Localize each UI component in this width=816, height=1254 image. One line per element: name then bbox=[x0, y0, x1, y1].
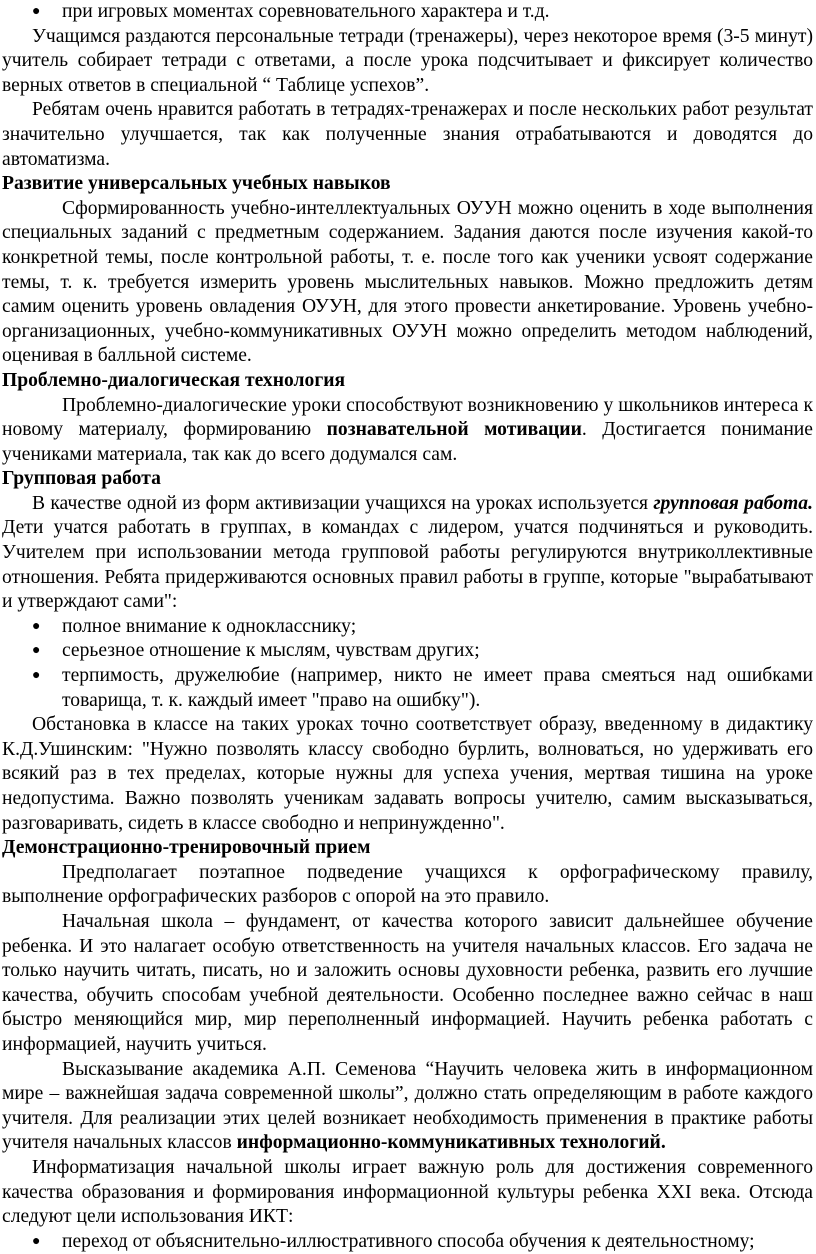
bullet-icon: ● bbox=[32, 1233, 41, 1249]
bullet-icon: ● bbox=[32, 4, 41, 19]
bold-term: информационно-коммуникативных технологий. bbox=[236, 1132, 666, 1154]
text-run: Дети учатся работать в группах, в командах с лидером, учатся подчиняться и руководить. Учителем при использовании метода групповой работы регулируются внутриколлективные отношения. Ребята придерживаются основных правил работы в группе, которые "вырабатывают и утверждают сами": bbox=[2, 517, 813, 613]
ict-goals-list bbox=[2, 1230, 813, 1254]
paragraph-informatization: Информатизация начальной школы играет важную роль для достижения современного качества образования и формирования информационной культуры ребенка XXI века. Отсюда следуют цели использования ИКТ: bbox=[2, 1156, 813, 1228]
group-rules-list bbox=[2, 615, 813, 713]
paragraph-primary-school: Начальная школа – фундамент, от качества которого зависит дальнейшее обучение ребенка. И это налагает особую ответственность на учителя начальных классов. Его задача не только научить читать, писать, но и заложить основы духовности ребенка, развить его лучшие качества, обучить способам учебной деятельности. Особенно последнее важно сейчас в наш быстро меняющийся мир, мир переполненный информацией. Научить ребенка работать с информацией, научить учиться. bbox=[2, 910, 813, 1055]
text-run: Проблемно-диалогические уроки способствуют возникновению у школьников интереса к новому материалу, формированию bbox=[2, 394, 813, 441]
paragraph-skills: Сформированность учебно-интеллектуальных ОУУН можно оценить в ходе выполнения специальных заданий с предметным содержанием. Задания даются после изучения какой-то конкретной темы, после контрольной работы, т. е. после того как ученики усвоят содержание темы, т. к. требуется измерить уровень мыслительных навыков. Можно предложить детям самим оценить уровень овладения ОУУН, для этого провести анкетирование. Уровень учебно-организационных, учебно-коммуникативных ОУУН можно определить методом наблюдений, оценивая в балльной системе. bbox=[2, 197, 813, 367]
text-run: В качестве одной из форм активизации учащихся на уроках используется bbox=[32, 492, 654, 514]
bold-term: познавательной мотивации bbox=[326, 419, 582, 441]
list-item bbox=[2, 639, 813, 664]
list-item bbox=[2, 615, 813, 640]
paragraph-group-work bbox=[2, 492, 813, 615]
list-item bbox=[2, 664, 813, 713]
text-run: Высказывание академика А.П. Семенова “Научить человека жить в информационном мире – важнейшая задача современной школы”, должно стать определяющим в работе каждого учителя. Для реализации этих целей возникает необходимость применения в практике работы учителя начальных классов bbox=[2, 1058, 813, 1154]
list-item-text: при игровых моментах соревновательного характера и т.д. bbox=[62, 1, 550, 22]
text-run: . Достигается понимание учениками материала, так как до всего додумался сам. bbox=[2, 419, 813, 465]
heading-dialog-technology: Проблемно-диалогическая технология bbox=[2, 369, 346, 391]
heading-skills: Развитие универсальных учебных навыков bbox=[2, 173, 391, 195]
top-bullet-list bbox=[2, 0, 813, 25]
bullet-icon: ● bbox=[32, 668, 41, 684]
paragraph-semenov-quote bbox=[2, 1058, 813, 1156]
paragraph-ushinsky-quote: Обстановка в классе на таких уроках точно соответствует образу, введенному в дидактику К.Д.Ушинским: "Нужно позволять классу свободно бурлить, волноваться, но удерживать его всякий раз в тех пределах, которые нужны для успеха учения, мертвая тишина на уроке недопустима. Важно позволять ученикам задавать вопросы учителю, самим высказываться, разговаривать, сидеть в классе свободно и непринужденно". bbox=[2, 714, 813, 834]
list-item-text: терпимость, дружелюбие (например, никто не имеет права смеяться над ошибками товарища, т. к. каждый имеет "право на ошибку"). bbox=[62, 665, 813, 711]
list-item bbox=[2, 1230, 813, 1254]
paragraph-notebook-results: Ребятам очень нравится работать в тетрадях-тренажерах и после нескольких работ результат значительно улучшается, так как полученные знания отрабатываются и доводятся до автоматизма. bbox=[2, 99, 813, 170]
list-item-text: серьезное отношение к мыслям, чувствам других; bbox=[62, 640, 480, 662]
list-item-text: переход от объяснительно-иллюстративного способа обучения к деятельностному; bbox=[62, 1230, 755, 1252]
bullet-icon: ● bbox=[32, 618, 41, 634]
heading-group-work: Групповая работа bbox=[2, 468, 161, 490]
paragraph-dialog-technology bbox=[2, 394, 813, 468]
paragraph-demo-technique: Предполагает поэтапное подведение учащихся к орфографическому правилу, выполнение орфографических разборов с опорой на это правило. bbox=[2, 861, 813, 908]
heading-demo-technique: Демонстрационно-тренировочный прием bbox=[2, 837, 371, 859]
bold-italic-term: групповая работа. bbox=[653, 492, 813, 514]
paragraph-personal-notebooks: Учащимся раздаются персональные тетради (тренажеры), через некоторое время (3-5 минут) учитель собирает тетради с ответами, а после урока подсчитывает и фиксирует количество верных ответов в специальной “ Таблице успехов”. bbox=[2, 25, 813, 96]
list-item bbox=[2, 0, 813, 25]
bullet-icon: ● bbox=[32, 643, 41, 659]
list-item-text: полное внимание к однокласснику; bbox=[62, 615, 357, 637]
